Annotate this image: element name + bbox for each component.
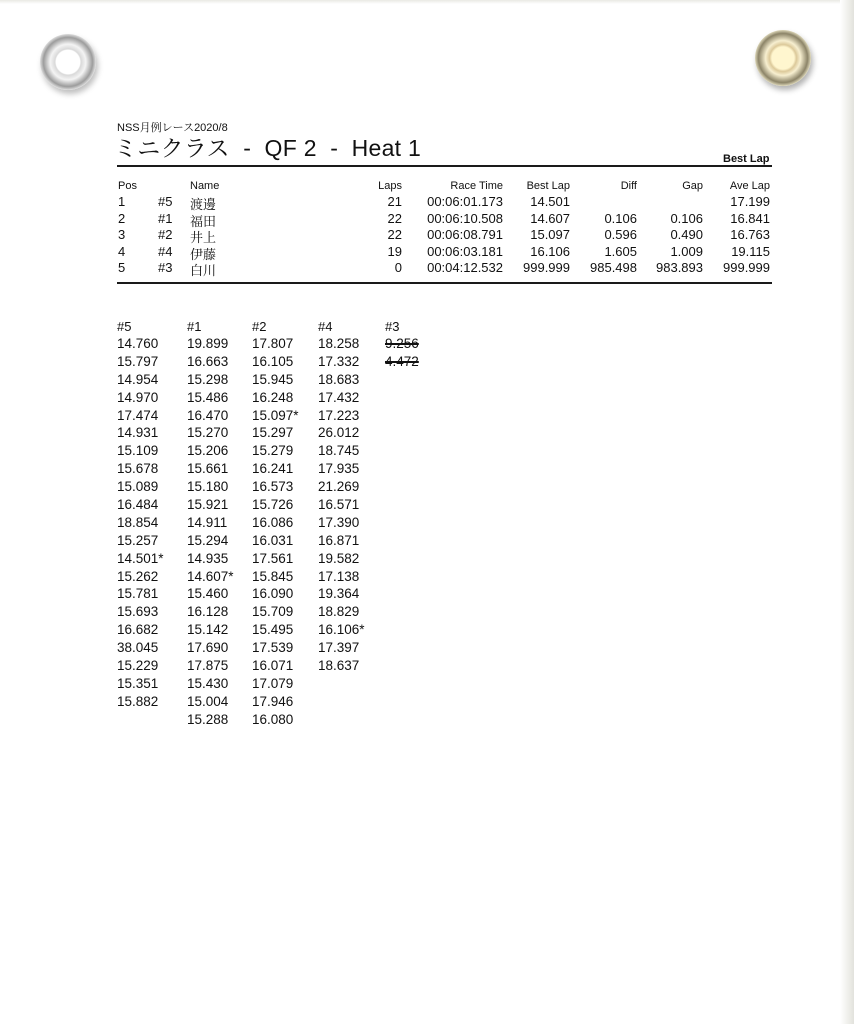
lap-time: 16.871 (318, 532, 360, 548)
lap-time: 15.945 (252, 371, 294, 387)
result-gap-cell: 1.009 (670, 243, 703, 259)
lap-column (187, 318, 253, 729)
lap-time: 15.109 (117, 443, 159, 459)
lap-time: 15.279 (252, 443, 294, 459)
lap-column-header: #5 (117, 319, 132, 334)
header-laps: Laps (378, 180, 402, 192)
results-rule (117, 282, 772, 284)
header-diff: Diff (620, 180, 637, 192)
result-pos-cell: 3 (118, 227, 126, 242)
lap-time: 15.495 (252, 622, 294, 638)
result-race-time-cell: 00:06:01.173 (427, 194, 503, 209)
result-pos-cell: 4 (118, 243, 126, 259)
lap-time: 15.797 (117, 353, 159, 369)
lap-column (318, 318, 384, 675)
result-name-cell: 白川 (190, 263, 217, 278)
lap-time: 17.397 (318, 640, 360, 656)
result-gap-cell: 0.106 (670, 210, 703, 226)
lap-time: 16.484 (117, 497, 159, 513)
lap-time: 15.262 (117, 568, 159, 584)
lap-time: 17.875 (187, 658, 229, 674)
lap-time: 18.683 (318, 371, 360, 387)
result-name-cell: 渡邊 (190, 197, 217, 212)
heat-title: ミニクラス - QF 2 - Heat 1 (114, 135, 422, 161)
lap-time: 14.607* (187, 568, 234, 584)
result-race-time-cell: 00:06:10.508 (427, 210, 503, 226)
result-best-lap-cell: 16.106 (530, 243, 570, 259)
result-pos-cell: 1 (118, 194, 126, 209)
lap-time: 17.138 (318, 568, 360, 584)
lap-time: 15.460 (187, 586, 229, 602)
lap-time: 16.571 (318, 497, 360, 513)
lap-time: 14.931 (117, 425, 159, 441)
result-diff-cell: 0.596 (604, 227, 637, 242)
lap-time: 19.899 (187, 336, 229, 351)
lap-time: 16.105 (252, 353, 294, 369)
lap-time: 14.501* (117, 550, 164, 566)
lap-time: 15.180 (187, 479, 229, 495)
lap-time: 17.935 (318, 461, 360, 477)
lap-time: 17.561 (252, 550, 294, 566)
result-ave-lap-cell: 17.199 (730, 194, 770, 209)
result-car-cell: #2 (158, 227, 173, 242)
result-laps-cell: 22 (387, 227, 402, 242)
lap-time: 15.882 (117, 693, 159, 709)
lap-time: 14.911 (187, 514, 228, 530)
result-car-cell: #3 (158, 260, 173, 275)
result-laps-cell: 21 (387, 194, 402, 209)
event-name: NSS月例レース2020/8 (117, 122, 228, 134)
lap-time: 17.223 (318, 407, 360, 423)
lap-time: 17.390 (318, 514, 360, 530)
thumbtack-right (755, 30, 811, 86)
result-laps-cell: 22 (387, 210, 402, 226)
lap-column-header: #4 (318, 319, 333, 334)
result-diff-cell: 1.605 (604, 243, 637, 259)
result-laps-cell: 0 (394, 260, 402, 275)
result-car-cell: #5 (158, 194, 173, 209)
lap-time: 9.256 (385, 336, 419, 351)
result-name-cell: 福田 (190, 213, 217, 229)
lap-time: 18.258 (318, 336, 360, 351)
result-race-time-cell: 00:04:12.532 (427, 260, 503, 275)
header-best-lap: Best Lap (526, 180, 570, 192)
paper-right-edge (840, 0, 854, 1024)
lap-time: 16.128 (187, 604, 229, 620)
lap-time: 4.472 (385, 353, 419, 369)
result-ave-lap-cell: 16.841 (730, 210, 770, 226)
result-name-cell: 井上 (190, 230, 217, 245)
lap-time: 15.270 (187, 425, 229, 441)
result-ave-lap-cell: 19.115 (731, 243, 770, 259)
lap-time: 17.946 (252, 693, 294, 709)
lap-time: 15.004 (187, 693, 229, 709)
lap-time: 15.678 (117, 461, 159, 477)
best-lap-heading: Best Lap (723, 153, 770, 165)
header-pos: Pos (118, 180, 137, 192)
result-diff-cell: 0.106 (604, 210, 637, 226)
header-gap: Gap (682, 180, 703, 192)
header-ave-lap: Ave Lap (729, 180, 770, 192)
lap-time: 17.332 (318, 353, 360, 369)
lap-time: 17.690 (187, 640, 229, 656)
lap-time: 15.486 (187, 389, 229, 405)
lap-time: 15.845 (252, 568, 294, 584)
result-ave-lap-cell: 16.763 (730, 227, 770, 242)
lap-time: 38.045 (117, 640, 159, 656)
paper-top-shadow (0, 0, 840, 4)
lap-time: 15.206 (187, 443, 229, 459)
lap-time: 16.663 (187, 353, 229, 369)
lap-time: 16.031 (252, 532, 294, 548)
result-ave-lap-cell: 999.999 (723, 260, 770, 275)
header-name: Name (190, 180, 220, 192)
lap-time: 16.682 (117, 622, 159, 638)
lap-time: 18.854 (117, 514, 159, 530)
lap-time: 15.921 (187, 497, 229, 513)
lap-time: 15.297 (252, 425, 294, 441)
lap-time: 16.086 (252, 514, 294, 530)
lap-time: 15.693 (117, 604, 159, 620)
lap-time: 15.781 (117, 586, 159, 602)
result-name-cell: 伊藤 (190, 246, 217, 262)
lap-time: 16.573 (252, 479, 294, 495)
lap-time: 15.288 (187, 711, 229, 727)
lap-time: 14.954 (117, 371, 159, 387)
lap-time: 15.430 (187, 675, 229, 691)
lap-time: 15.298 (187, 371, 229, 387)
lap-time: 18.637 (318, 658, 360, 674)
lap-time: 17.539 (252, 640, 294, 656)
lap-time: 26.012 (318, 425, 360, 441)
lap-time: 14.935 (187, 550, 229, 566)
lap-time: 15.229 (117, 658, 159, 674)
lap-time: 15.709 (252, 604, 294, 620)
lap-column-header: #3 (385, 319, 400, 334)
thumbtack-left (40, 34, 96, 90)
lap-time: 19.364 (318, 586, 360, 602)
lap-time: 15.257 (117, 532, 159, 548)
result-gap-cell: 0.490 (670, 227, 703, 242)
result-pos-cell: 5 (118, 260, 126, 275)
lap-time: 14.970 (117, 389, 159, 405)
lap-time: 14.760 (117, 336, 159, 351)
lap-time: 17.807 (252, 336, 294, 351)
result-best-lap-cell: 14.607 (530, 210, 570, 226)
lap-time: 16.470 (187, 407, 229, 423)
result-race-time-cell: 00:06:08.791 (427, 227, 503, 242)
lap-time: 15.294 (187, 532, 229, 548)
lap-time: 15.726 (252, 497, 294, 513)
result-best-lap-cell: 15.097 (530, 227, 570, 242)
result-car-cell: #4 (158, 243, 173, 259)
lap-time: 17.079 (252, 675, 294, 691)
lap-time: 16.241 (252, 461, 294, 477)
lap-time: 17.432 (318, 389, 360, 405)
lap-time: 16.248 (252, 389, 294, 405)
lap-column (252, 318, 318, 729)
lap-time: 15.089 (117, 479, 159, 495)
lap-time: 17.474 (117, 407, 159, 423)
lap-column (385, 318, 451, 371)
lap-time: 15.661 (187, 461, 229, 477)
lap-time: 15.351 (117, 675, 159, 691)
lap-time: 19.582 (318, 550, 360, 566)
result-best-lap-cell: 999.999 (523, 260, 570, 275)
lap-column (117, 318, 183, 711)
result-laps-cell: 19 (387, 243, 402, 259)
lap-time: 18.829 (318, 604, 360, 620)
lap-time: 16.080 (252, 711, 294, 727)
lap-column-header: #2 (252, 319, 267, 334)
result-pos-cell: 2 (118, 210, 126, 226)
result-best-lap-cell: 14.501 (530, 194, 570, 209)
lap-time: 15.142 (187, 622, 229, 638)
lap-time: 18.745 (318, 443, 360, 459)
title-rule (117, 165, 772, 167)
lap-time: 15.097* (252, 407, 299, 423)
lap-time: 16.090 (252, 586, 294, 602)
result-race-time-cell: 00:06:03.181 (427, 243, 503, 259)
lap-time: 21.269 (318, 479, 360, 495)
lap-column-header: #1 (187, 319, 202, 334)
header-race-time: Race Time (450, 180, 503, 192)
result-gap-cell: 983.893 (656, 260, 703, 275)
result-car-cell: #1 (158, 210, 173, 226)
result-diff-cell: 985.498 (590, 260, 637, 275)
lap-time: 16.106* (318, 622, 365, 638)
lap-time: 16.071 (252, 658, 294, 674)
